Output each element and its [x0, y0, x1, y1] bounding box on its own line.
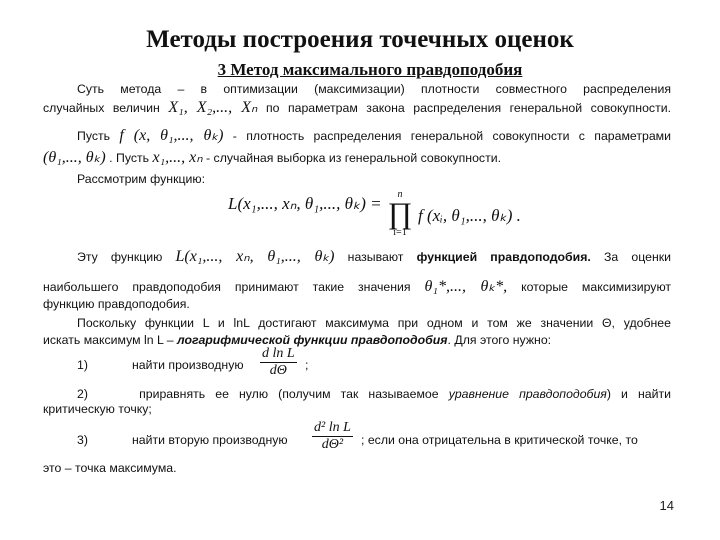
step-1-text-end: ;	[305, 358, 309, 372]
p2-text-end: - плотность распределения генеральной совокупности с параметрами	[232, 129, 671, 143]
p4-text-mid: называют	[347, 250, 404, 264]
step-2-text-end: ) и найти	[606, 387, 672, 401]
p2-density-math: f (x, θ₁,..., θₖ)	[119, 127, 224, 144]
product-upper-limit: n	[397, 189, 403, 200]
slide-title: Методы построения точечных оценок	[146, 26, 574, 53]
p2-text-end-2: - случайная выборка из генеральной совокупности.	[206, 151, 501, 165]
step-1-derivative-fraction	[260, 346, 297, 379]
paragraph-4-line-1	[77, 249, 671, 265]
product-symbol: ∏	[387, 197, 413, 230]
step-3-text-end: ; если она отрицательна в критической точке, то	[361, 433, 638, 447]
step-3-second-derivative-fraction	[312, 420, 353, 453]
p4-text-line2-end: которые максимизируют	[521, 280, 672, 294]
paragraph-3: Рассмотрим функцию:	[77, 172, 206, 186]
p5-text-end: . Для этого нужно:	[447, 333, 552, 347]
paragraph-4-line-3: функцию правдоподобия.	[43, 297, 190, 311]
step-1-number: 1)	[77, 358, 88, 372]
paragraph-4-line-2	[43, 279, 671, 295]
p5-text-start: искать максимум ln L –	[43, 333, 174, 347]
page-number: 14	[659, 498, 674, 513]
step-2-term-equation: уравнение правдоподобия	[448, 387, 607, 401]
step-2-text-start: приравнять ее нулю (получим так называемое	[139, 387, 439, 401]
p4-text-end: За оценки	[603, 250, 671, 264]
paragraph-1-line-1: Суть метода – в оптимизации (максимизации) плотности совместного распределения	[77, 82, 671, 96]
p4-estimates-math: θ₁*,..., θₖ*,	[424, 278, 508, 295]
step-1-text-start: найти производную	[132, 358, 244, 372]
likelihood-formula-lhs: L(x₁,..., xₙ, θ₁,..., θₖ) =	[228, 194, 382, 213]
step-1-frac-numerator: d ln L	[262, 346, 295, 361]
paragraph-5-line-1: Поскольку функции L и lnL достигают максимума при одном и том же значении Θ, удобнее	[77, 316, 671, 330]
step-3-frac-denominator: dΘ²	[321, 437, 344, 452]
p1-text-start: случайных величин	[43, 101, 160, 115]
p4-text-start: Эту функцию	[77, 250, 163, 264]
p2-text-start: Пусть	[77, 129, 111, 143]
step-2-number: 2)	[77, 387, 88, 401]
product-operator	[386, 190, 414, 238]
product-lower-limit: i=1	[393, 227, 407, 238]
step-2-line-2: критическую точку;	[43, 402, 152, 416]
p2-params-math: (θ₁,..., θₖ)	[43, 149, 106, 166]
step-3-text-start: найти вторую производную	[132, 433, 288, 447]
step-1-frac-denominator: dΘ	[269, 363, 287, 378]
p4-likelihood-math: L(x₁,..., xₙ, θ₁,..., θₖ)	[175, 248, 335, 265]
p4-text-line2-start: наибольшего правдоподобия принимают такие значения	[43, 280, 411, 294]
paragraph-2-line-2	[43, 150, 671, 166]
step-3-number: 3)	[77, 433, 88, 447]
step-1	[43, 346, 671, 386]
p5-term-log-likelihood: логарифмической функции правдоподобия	[177, 333, 448, 347]
section-subtitle: 3 Метод максимального правдоподобия	[217, 60, 523, 79]
p4-term-likelihood: функцией правдоподобия.	[416, 250, 591, 264]
step-3-line-2: это – точка максимума.	[43, 461, 177, 475]
p2-text-mid: . Пусть	[109, 151, 150, 165]
likelihood-formula-rhs: f (xᵢ, θ₁,..., θₖ) .	[418, 206, 521, 225]
p1-text-end: по параметрам закона распределения генеральной совокупности.	[265, 101, 671, 115]
p2-sample-math: x₁,..., xₙ	[152, 149, 203, 166]
p1-variables-math: X₁, X₂,..., Xₙ	[168, 99, 258, 116]
step-3	[43, 420, 683, 460]
step-1-text	[132, 358, 244, 373]
paragraph-2-line-1	[77, 128, 671, 144]
paragraph-1-line-2	[43, 100, 671, 116]
step-2-line-1	[77, 387, 671, 402]
step-3-frac-numerator: d² ln L	[314, 420, 351, 435]
